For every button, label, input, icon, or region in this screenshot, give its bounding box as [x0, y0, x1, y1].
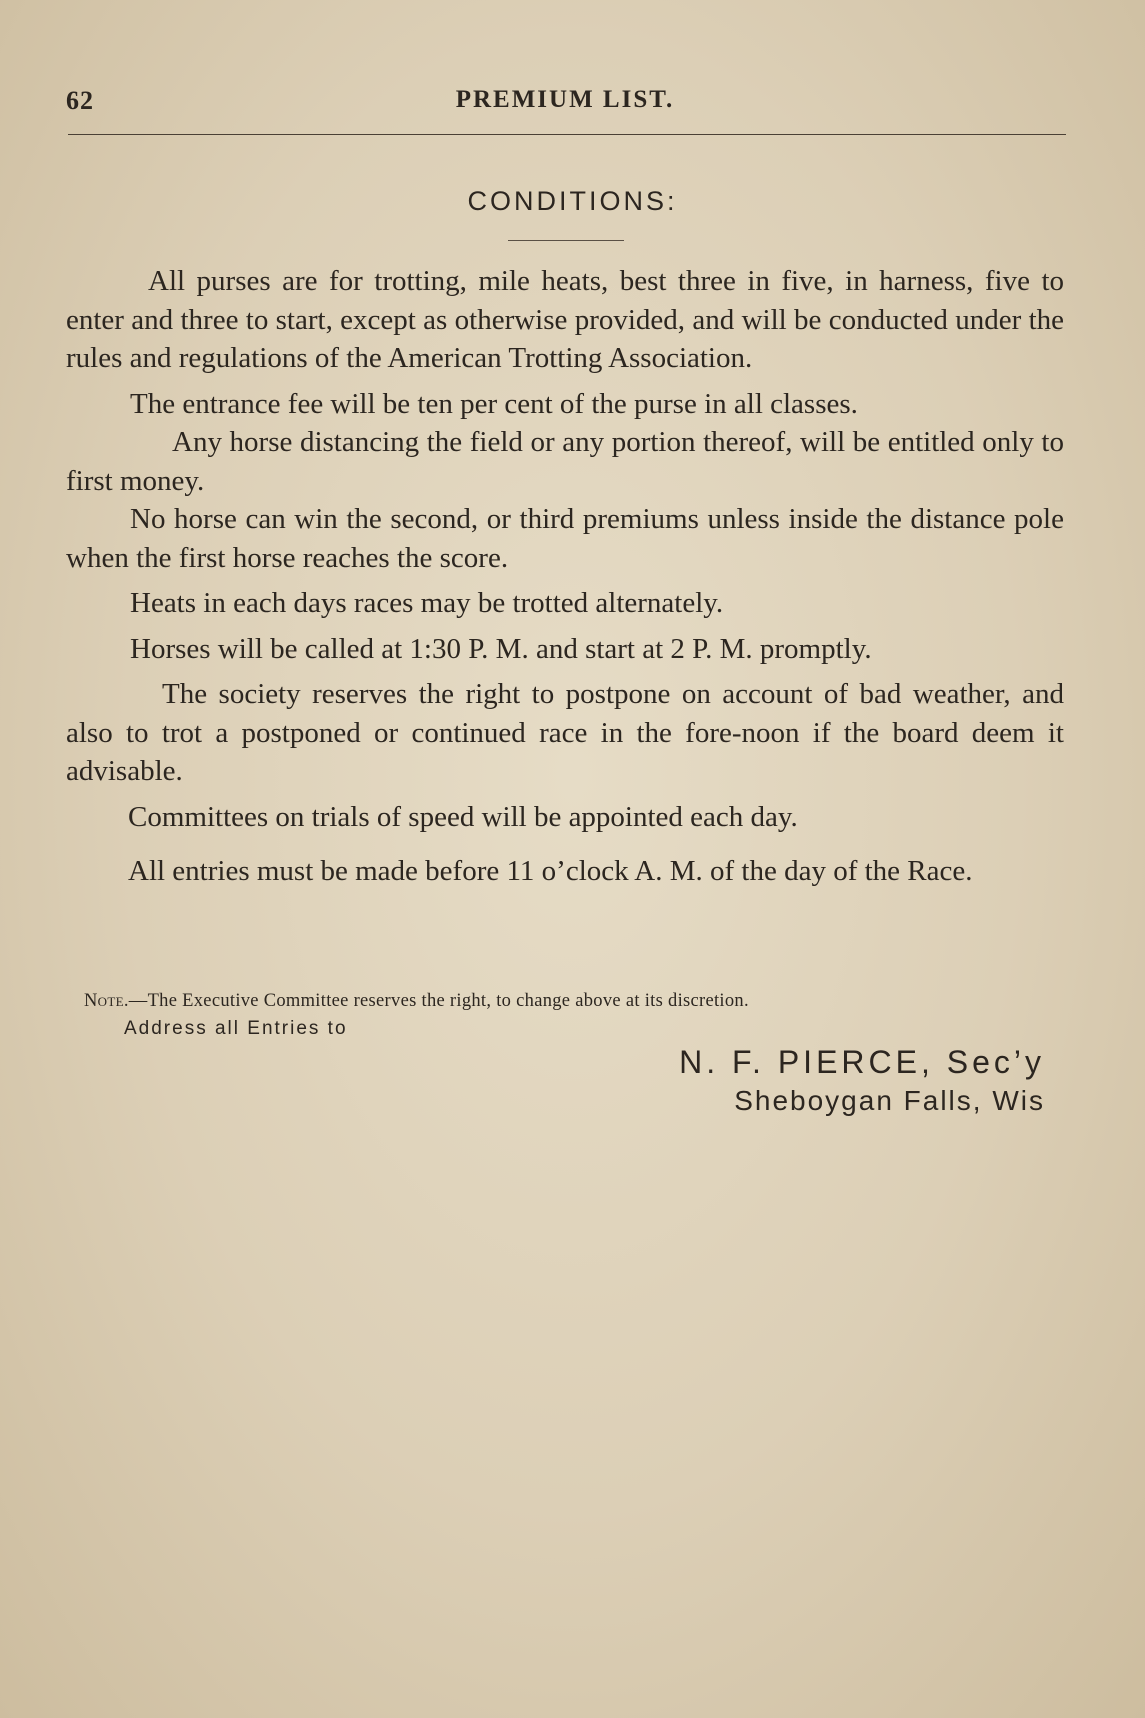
- heading-rule: [508, 240, 624, 241]
- note: [84, 991, 749, 1012]
- page-header: [66, 86, 1064, 120]
- address-line: Address all Entries to: [124, 1018, 348, 1039]
- running-head: PREMIUM LIST.: [455, 86, 675, 113]
- paragraph-heats: Heats in each days races may be trotted alternately.: [130, 587, 724, 619]
- secretary-location: Sheboygan Falls, Wis: [734, 1085, 1045, 1116]
- paragraph-entrance-fee: The entrance fee will be ten per cent of the purse in all classes.: [130, 387, 858, 420]
- note-text: —The Executive Committee reserves the right, to change above at its discretion.: [128, 991, 749, 1011]
- paragraph-entries: All entries must be made before 11 o’clock A. M. of the day of the Race.: [128, 855, 973, 887]
- note-lead: Note.: [84, 991, 129, 1011]
- paragraph-horses-called: Horses will be called at 1:30 P. M. and start at 2 P. M. promptly.: [130, 632, 872, 665]
- paragraph-postpone: The society reserves the right to postpone on account of bad weather, and also to trot a postponed or continued race in the fore-noon if the board deem it advisable.: [66, 678, 1064, 787]
- paragraph-committees: Committees on trials of speed will be appointed each day.: [128, 800, 798, 833]
- paragraph-premiums: No horse can win the second, or third premiums unless inside the distance pole when the first horse reaches the score.: [66, 503, 1064, 574]
- signature-block: [679, 1044, 1045, 1117]
- page-number: 62: [66, 86, 94, 115]
- conditions-body: [66, 262, 1064, 891]
- header-rule: [68, 134, 1066, 135]
- section-heading: CONDITIONS:: [467, 186, 678, 216]
- secretary-name: N. F. PIERCE, Sec’y: [679, 1044, 1045, 1080]
- paragraph-distancing: Any horse distancing the field or any portion thereof, will be entitled only to first money.: [66, 426, 1064, 497]
- paragraph-purses: All purses are for trotting, mile heats, best three in five, in harness, five to enter and three to start, except as otherwise provided, and will be conducted under the rules and regulations of the American Trotting Association.: [66, 265, 1064, 374]
